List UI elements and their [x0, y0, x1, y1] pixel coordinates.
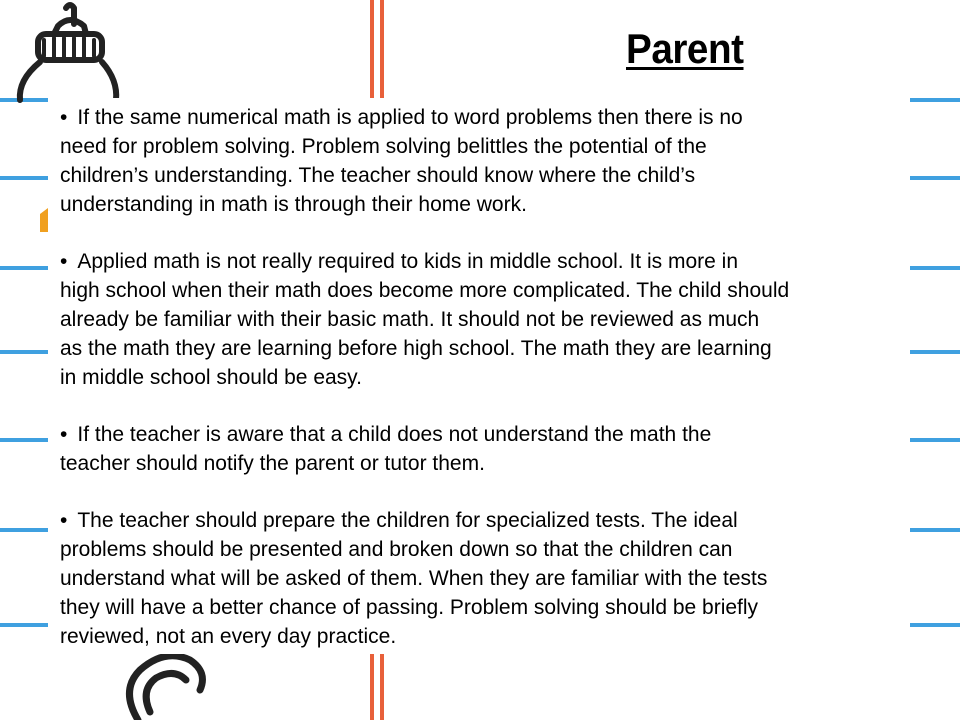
bullet-line: high school when their math does become more complicated. The child should [60, 279, 790, 302]
bullet-line: in middle school should be easy. [60, 366, 362, 389]
bullet-line: understand what will be asked of them. When they are familiar with the tests [60, 567, 768, 590]
bullet-paragraph [60, 420, 910, 478]
bullet-line: already be familiar with their basic math. It should not be reviewed as much [60, 308, 760, 331]
bullet-line: If the same numerical math is applied to word problems then there is no [77, 106, 743, 129]
orange-mark-icon [40, 208, 48, 232]
bullet-paragraph [60, 247, 910, 392]
slide-title: Parent [626, 25, 744, 72]
baby-bottle-doodle-icon [20, 5, 116, 100]
bullet-line: children’s understanding. The teacher should know where the child’s [60, 164, 696, 187]
bullet-line: they will have a better chance of passing. Problem solving should be briefly [60, 596, 759, 619]
bullet-line: reviewed, not an every day practice. [60, 625, 397, 648]
bullet-line: as the math they are learning before high school. The math they are learning [60, 337, 772, 360]
bullet-marker: • [60, 250, 68, 273]
bullet-marker: • [60, 509, 68, 532]
bullet-marker: • [60, 423, 68, 446]
bullet-line: teacher should notify the parent or tutor them. [60, 452, 485, 475]
text-panel [48, 98, 910, 654]
bullet-paragraph [60, 103, 910, 219]
bullet-line: Applied math is not really required to kids in middle school. It is more in [77, 250, 738, 273]
bullet-line: understanding in math is through their home work. [60, 193, 527, 216]
bullet-paragraph [60, 506, 910, 651]
bullet-line: need for problem solving. Problem solving belittles the potential of the [60, 135, 707, 158]
bullet-line: If the teacher is aware that a child does not understand the math the [77, 423, 712, 446]
bullet-line: The teacher should prepare the children for specialized tests. The ideal [77, 509, 738, 532]
paperclip-doodle-icon [129, 656, 202, 720]
bullet-marker: • [60, 106, 68, 129]
bullet-line: problems should be presented and broken down so that the children can [60, 538, 733, 561]
